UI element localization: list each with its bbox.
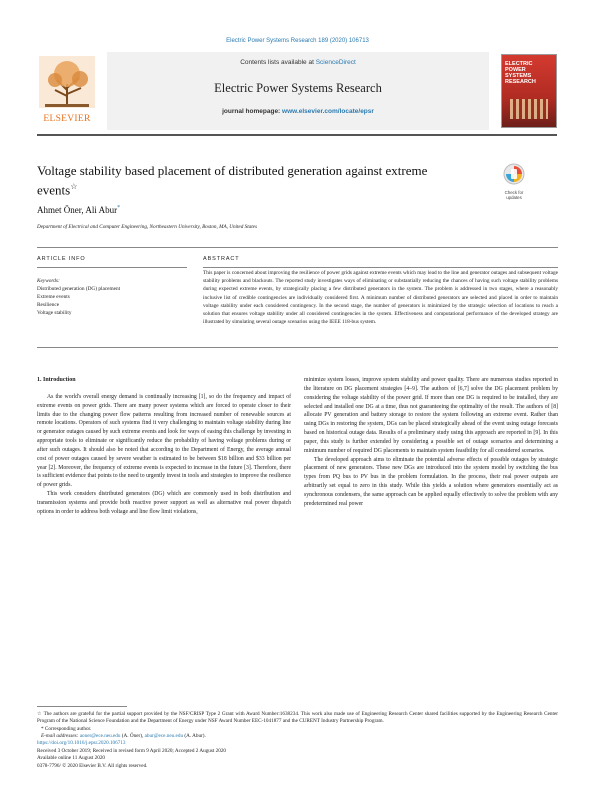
elsevier-wordmark: ELSEVIER	[43, 114, 91, 124]
journal-masthead	[107, 52, 489, 130]
check-for-updates-badge[interactable]	[502, 163, 526, 200]
keywords-label: Keywords:	[37, 278, 60, 284]
corresponding-author-footnote: * Corresponding author.	[41, 725, 92, 732]
received-dates: Received 3 October 2019; Received in revised form 9 April 2020; Accepted 2 August 2020	[37, 747, 227, 754]
header-rule	[37, 134, 557, 136]
keyword-item: Voltage stability	[37, 310, 72, 316]
cover-art	[510, 99, 548, 119]
abstract-text: This paper is concerned about improving the resilience of power grids against extreme events which may lead to the line and generator outages and subsequent voltage stability problems and blackouts. The reported study investigates ways of eliminating or substantially reducing the chances of having such voltage stability problems during expected extreme events, by strategically placing a few distributed generators in the system. The problem is addressed in two stages, where a reasonably inclusive list of credible contingencies are individually considered first. A minimum number of distributed generators are selected and placed in order to maintain voltage stability under each considered contingency. In the second stage, the number of generators is minimized by the strategic selection of locations to reach a solution that ensures voltage stability under all considered contingencies in the system. Effectiveness and computational performance of the developed strategy are illustrated by simulating several outage scenarios using the IEEE 118-bus system.	[203, 270, 558, 326]
title-line-2: events	[37, 182, 71, 198]
copyright-notice: 0378-7796/ © 2020 Elsevier B.V. All rights reserved.	[37, 762, 148, 769]
email-link-abur[interactable]: abur@ece.neu.edu	[144, 732, 184, 739]
affiliation-rule	[37, 247, 558, 248]
email-link-oner[interactable]: aoner@ece.neu.edu	[79, 732, 121, 739]
title-line-1: Voltage stability based placement of distributed generation against extreme	[37, 163, 428, 178]
footnotes	[37, 711, 558, 740]
keyword-item: Distributed generation (DG) placement	[37, 286, 121, 292]
homepage-line	[107, 108, 489, 115]
contents-prefix: Contents lists available at	[240, 59, 316, 66]
affiliation: Department of Electrical and Computer Engineering, Northeastern University, Boston, MA, United States	[37, 224, 258, 230]
cover-title: ELECTRIC POWER SYSTEMS RESEARCH	[505, 61, 536, 86]
available-online-date: Available online 11 August 2020	[37, 755, 106, 762]
abstract-bottom-rule	[37, 347, 558, 348]
crossmark-label	[502, 190, 526, 200]
corresponding-author-mark[interactable]: *	[117, 205, 121, 211]
crossmark-line-2: updates	[506, 195, 522, 200]
email-name-abur: (A. Abur).	[183, 732, 206, 739]
paragraph: This work considers distributed generators (DG) which are commonly used in both distribution and transmission systems and provide both reactive power support as well as alternative real power dispatch options in order to address both voltage and line flow limit violations,	[37, 491, 291, 515]
section-heading-introduction: 1. Introduction	[37, 377, 76, 383]
journal-title: Electric Power Systems Research	[214, 81, 382, 95]
doi-link[interactable]: https://doi.org/10.1016/j.epsr.2020.106713	[37, 740, 126, 746]
journal-citation[interactable]: Electric Power Systems Research 189 (2020) 106713	[226, 38, 369, 44]
publication-info	[37, 740, 226, 770]
elsevier-logo[interactable]	[37, 54, 97, 124]
author-list	[37, 205, 120, 215]
left-column	[37, 376, 291, 517]
keyword-item: Extreme events	[37, 294, 70, 300]
article-info-rule	[37, 267, 187, 268]
paragraph: As the world's overall energy demand is continually increasing [1], so do the frequency and impact of extreme events on power grids. There are many power systems which are forced to operate closer to their limits due to the changing power flow patterns resulting from increased number of renewable sources at remote locations. Operators of such systems find it very challenging to maintain voltage stability during line or generator outages caused by such extreme events and look for ways of easing this challenge by investing in appropriate tools to eliminate or significantly reduce the probability of having voltage problems during or after such outages. It should also be noted that according to the Department of Energy, the average annual cost of power outages caused by severe weather is estimated to be between $18 billion and $33 billion per year [2]. Moreover, the frequency of extreme events is expected to increase in the future [3]. Therefore, there is sufficient evidence that points to the need to urgently invest in tools and strategies to improve the resilience of power grids.	[37, 393, 291, 489]
journal-cover-thumbnail[interactable]	[501, 54, 557, 128]
sciencedirect-link[interactable]: ScienceDirect	[315, 59, 356, 66]
paragraph: The developed approach aims to eliminate the potential adverse effects of possible outages by strategic placement of new generators. These new DGs are introduced into the system model by switching the bus types from PQ bus to PV bus in the problem formulation. In the process, their real power outputs are arbitrarily set equal to zero in this study. While this yields a solution where generators essentially act as synchronous condensers, the same approach can be applied equally effectively to solve the problem with any predetermined real power	[304, 456, 558, 507]
author-1[interactable]: Ahmet Öner,	[37, 205, 84, 215]
homepage-link[interactable]: www.elsevier.com/locate/epsr	[282, 108, 374, 115]
crossmark-icon	[503, 163, 525, 185]
abstract-rule	[203, 267, 558, 268]
title-footnote-mark[interactable]: ☆	[70, 182, 78, 191]
keywords-block	[37, 277, 187, 317]
article-title	[37, 163, 467, 198]
abstract-heading: ABSTRACT	[203, 256, 240, 262]
article-info-heading: ARTICLE INFO	[37, 256, 86, 262]
crossmark-line-1: Check for	[504, 190, 524, 195]
keyword-item: Resilience	[37, 302, 60, 308]
author-2[interactable]: Ali Abur	[85, 205, 118, 215]
journal-header	[37, 52, 557, 130]
email-name-oner: (A. Öner),	[120, 732, 145, 739]
right-column	[304, 376, 558, 509]
homepage-label: journal homepage:	[222, 108, 283, 115]
funding-footnote: ☆ The authors are grateful for the partial support provided by the NSF/CRISP Type 2 Grant with Award Number:1638234. This work also made use of Engineering Research Center shared facilities supported by the Engineering Research Center Program of the National Science Foundation and the Department of Energy under NSF Award Number EEC-1041877 and the CURENT Industry Partnership Program.	[37, 711, 558, 725]
contents-line	[107, 59, 489, 66]
footnote-rule	[37, 706, 127, 707]
email-label: E-mail addresses:	[41, 732, 80, 739]
paragraph: minimize system losses, improve system stability and power quality. There are numerous studies reported in the literature on DG placement strategies [4–9]. The authors of [6,7] solve the DG placement problem by considering the voltage stability of the power grid. If more than one DG is required to be installed, they are selected and installed one DG at a time, thus not guaranteeing the optimality of the result. The authors of [8] allocate PV generation and battery storage to restore the system following an extreme event. Rather than using DGs in restoring the system, DGs can be placed strategically ahead of the event using outage forecasts based on historical outage data. Results of a preliminary study using this approach are reported in [9]. In this paper, this study is further extended by considering a possible set of outage scenarios and determining a minimum number of required DG placements to maintain system feasibility for all considered scenarios.	[304, 377, 558, 454]
